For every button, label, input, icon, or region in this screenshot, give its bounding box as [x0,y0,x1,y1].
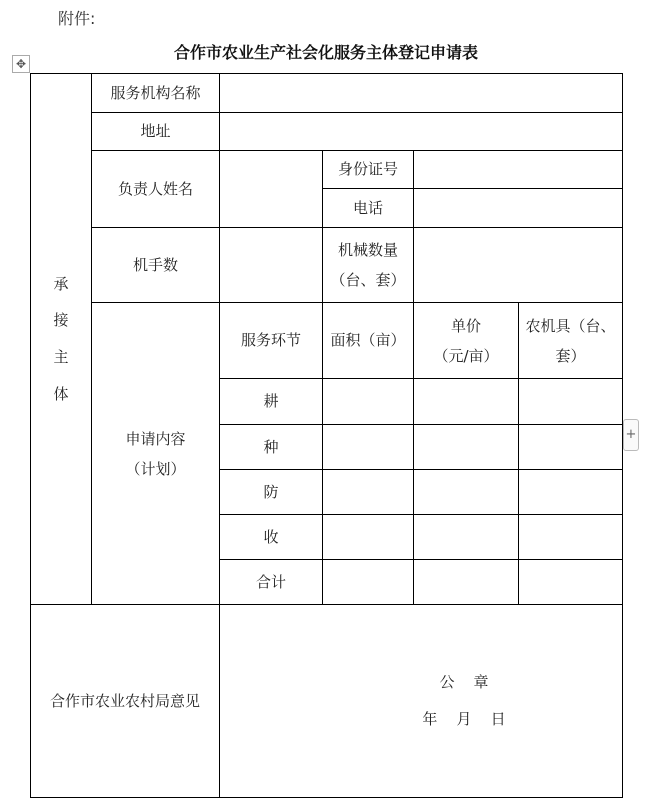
apply-content-label [92,303,219,604]
add-row-icon[interactable]: + [623,419,639,451]
side-label-char: 主 [53,348,69,366]
service-row-label: 防 [263,482,279,501]
date-label: 年 月 日 [422,710,506,728]
attachment-label: 附件: [58,9,96,28]
id-number-label: 身份证号 [337,160,398,179]
phone-label: 电话 [352,198,383,217]
address-field[interactable] [220,113,622,150]
unit-price-header-line: （元/亩） [433,346,499,365]
service-row-label: 耕 [263,392,279,411]
machinery-header-line: 农机具（台、 [525,316,616,335]
person-in-charge-label: 负责人姓名 [117,179,193,198]
id-number-field[interactable] [414,151,622,188]
phone-field[interactable] [414,189,622,227]
address-label: 地址 [140,122,171,141]
apply-content-label-line: （计划） [125,459,186,478]
side-label-char: 体 [53,384,69,403]
seal-label: 公 章 [439,672,489,691]
side-label-char: 接 [53,311,69,330]
org-name-field[interactable] [220,74,622,112]
side-label-char: 承 [53,274,69,293]
service-row-label: 种 [263,437,279,456]
service-row-total-label: 合计 [255,572,286,591]
apply-content-label-line: 申请内容 [125,429,186,448]
unit-price-header [414,303,518,378]
service-row-label: 收 [263,527,279,546]
machine-count-field[interactable] [414,228,622,302]
machinery-header [519,303,622,378]
machinery-header-line: 套） [555,346,586,365]
table-border-bottom [30,797,623,798]
operator-count-label: 机手数 [132,255,178,274]
machine-count-label-line: 机械数量 [337,241,398,259]
unit-price-header-line: 单价 [450,316,481,335]
form-title: 合作市农业生产社会化服务主体登记申请表 [173,43,478,62]
table-border-right [622,73,623,798]
machine-count-label [323,228,413,302]
operator-count-field[interactable] [220,228,322,302]
service-stage-header: 服务环节 [240,331,301,350]
person-in-charge-field[interactable] [220,151,322,227]
area-header: 面积（亩） [330,331,406,350]
bureau-opinion-area[interactable] [220,605,622,797]
move-icon[interactable]: ✥ [12,55,30,73]
org-name-label: 服务机构名称 [110,83,201,102]
machine-count-label-line: （台、套） [330,271,406,289]
bureau-opinion-label: 合作市农业农村局意见 [49,691,200,710]
side-label [31,74,91,604]
